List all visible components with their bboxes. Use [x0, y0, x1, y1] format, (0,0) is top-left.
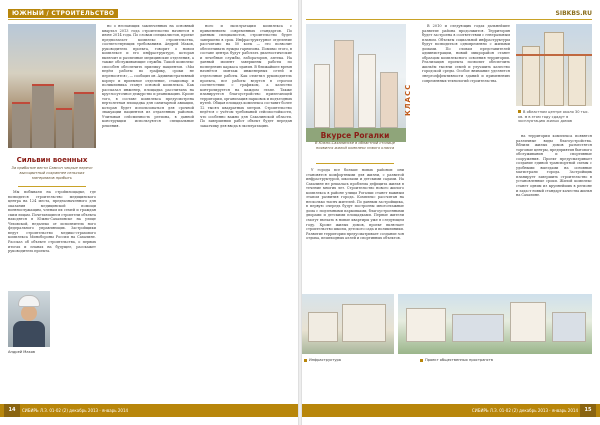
portrait-caption: Андрей Маков: [8, 350, 36, 354]
residential-render-photo: [306, 24, 406, 142]
left-header-rule: [8, 19, 292, 20]
left-article-column-2: [102, 24, 194, 396]
left-article-column-3: [200, 24, 292, 396]
complex-caption-text: В областном центре около 30 тыс. кв. м в этом году сдадут в эксплуатацию жилых домов: [518, 110, 589, 124]
right-header: [312, 9, 592, 18]
left-article-column-1: [8, 190, 96, 288]
left-lead-rule: [18, 186, 86, 187]
portrait-photo: [8, 291, 50, 347]
right-article-title: Вкурсе Рогалки: [320, 131, 390, 140]
right-article-column-3: [516, 134, 592, 290]
mid-column-text: ного и эксплуатации комплекса с применением современных стандартов. По данным специалистов, строительство будет завершено в срок. Инфраструктурное отделение рассчитано на 50 коек — это позволит обеспечивать нужды гарнизона. Помимо этого, в составе центра будут работать диагностические и лечебные службы, лаборатория, аптека. На данный момент завершены работы по возведению каркаса здания. В ближайшее время начнётся монтаж инженерных сетей и отделочные работы. Как отметил руководитель проекта, все работы ведутся в строгом соответствии с графиком, а качество контролируется на каждом этапе. Также планируется благоустройство прилегающей территории, организация парковок и подъездных путей. Общая площадь комплекса составит более 12 тысяч квадратных метров. Строительство ведётся с учётом требований сейсмостойкости, что особенно важно для Сахалинской области. По завершении работ объект будет передан заказчику для ввода в эксплуатацию.: [200, 24, 292, 129]
right-page-number: 15: [580, 404, 596, 417]
left-article-text-2: но о неспающих заключенных на основный квартал 2013 года строительство начнется в июне 2014 года. По словам специалистов, проект предполагает комплекс строительства, соответствующих требованиям. Андрей Маков, руководитель проекта, говорит о новом комплексе и его инфраструктуре, которая включит и различные медицинские отделения, а также обслуживающие службы. Такой комплекс способен обеспечить приемку пациентов. «Мы ведём работы по графику, сроки не переносятся», — сообщил он. Административный корпус и приемное отделение, стационар и поликлиника станут основой комплекса. Как рассказал инженер, площадка рассчитана на круглосуточное дежурство и реанимацию. Кроме того, в составе комплекса предусмотрена вертолетная площадка для санитарной авиации, которая будет использоваться для срочной эвакуации пациентов из отдаленных районов. Учитывая сейсмичность региона, в данной конструкции используются специальные решения.: [102, 24, 194, 129]
hard-hat-icon: [18, 295, 40, 307]
left-footer-text: СИБИРЬ Л.З. 01-02 (2) декабрь 2013 · январь 2014: [22, 408, 129, 413]
park-caption: [420, 358, 590, 362]
right-article-text-3: на территории комплекса появятся различные виды благоустройства. Вблизи жилых домов разместятся торговые центры, предприятия бытового обслуживания и спортивные сооружения. Проект предусматривает создание единой транспортной схемы с удобными выездами на основные магистрали города. Застройщик планирует завершить строительство в установленные сроки. Жилой комплекс станет одним из крупнейших в регионе и задаст новый стандарт качества жилья на Сахалине.: [516, 134, 592, 198]
caption-bullet-icon: [420, 359, 423, 362]
class-side-label: КЛАСС: [404, 83, 412, 116]
page-gutter: [298, 0, 302, 425]
complex-photo: [516, 24, 592, 106]
right-article-text-1: У города все больше новых районов: они становятся комфортными для жизни, с развитой инфраструктурой, школами и детскими садами. На Сахалине не решалась проблема дефицита жилья в течение многих лет. Строительство нового жилого комплекса в районе улицы Рогалки станет важным этапом развития города. Комплекс рассчитан на несколько тысяч жителей. По данным застройщика, в первую очередь будут построены многоэтажные дома с подземными парковками, благоустроенными дворами и детскими площадками. Первые жители смогут въехать в новые квартиры уже в следующем году. Кроме жилых домов, проект включает строительство школы, детского сада и поликлиники. Развитие территории предусматривает создание зон отдыха, пешеходных аллей и спортивных объектов.: [306, 168, 404, 241]
rubric-label: ЮЖНЫЙ / СТРОИТЕЛЬСТВО: [8, 9, 118, 18]
left-article-text-1: Мы побывали на стройплощадке, где возводится строительство медицинского центра на 124 места, предназначенного для оказания медицинской помощи военнослужащим, членам их семей и граждан ским лицам. Почетающиеся строители объекта находятся в Южно-Сахалинске на улице Чеховской, недалеко от исполнитель ного федерального управляющих. Застройщики ведут строительство медико-страхового комплекса Минобороны России на Сахалине. Рассказ об объекте строительства, о первых итогах и планах на будущее, расскажет руководитель проекта.: [8, 190, 96, 254]
right-article-column-1: [306, 168, 404, 290]
caption-bullet-icon: [304, 359, 307, 362]
right-footer-text: СИБИРЬ Л.З. 01-02 (2) декабрь 2013 · январь 2014: [471, 408, 578, 413]
infra-caption-text: Инфраструктура: [309, 358, 341, 362]
public-space-photo: [398, 294, 592, 354]
infrastructure-photo: [302, 294, 394, 354]
right-header-rule: [306, 19, 592, 20]
right-article-lead: В Южно-Сахалинске в областной столице появится жилой комплекс нового класса: [315, 141, 395, 150]
caption-bullet-icon: [518, 110, 521, 113]
left-page-number: 14: [4, 404, 20, 417]
left-article-lead: За прибытие вести Самсон чекрые перечн высоцвитный сохраннее сельских материалов прибыть: [11, 166, 93, 180]
site-label: SIBKBS.RU: [555, 10, 592, 17]
park-caption-text: Проект общественных пространств: [425, 358, 493, 362]
right-article-text-2: В 2010 и следующих годах дальнейшее развитие района продолжится. Территория будет застроена в соответствии с генеральным планом. Объекты социальной инфраструктуры будут возводиться одновременно с жилыми домами. По словам представителей администрации, новый микрорайон станет образцом комплексного освоения территории. Реализация проекта позволит обеспечить жильём тысячи семей и улучшить качество городской среды. Особое внимание уделяется энергоэффективности зданий и применению современных технологий строительства.: [422, 24, 510, 83]
left-article-title: Сильвин военных: [16, 156, 88, 164]
right-footer: [302, 404, 600, 417]
complex-photo-caption: [518, 110, 592, 124]
right-lead-rule: [316, 163, 394, 164]
left-header: [8, 9, 288, 18]
right-article-column-2: [412, 24, 510, 290]
construction-photo: [8, 24, 96, 148]
infra-caption: [304, 358, 394, 362]
left-footer: [0, 404, 298, 417]
